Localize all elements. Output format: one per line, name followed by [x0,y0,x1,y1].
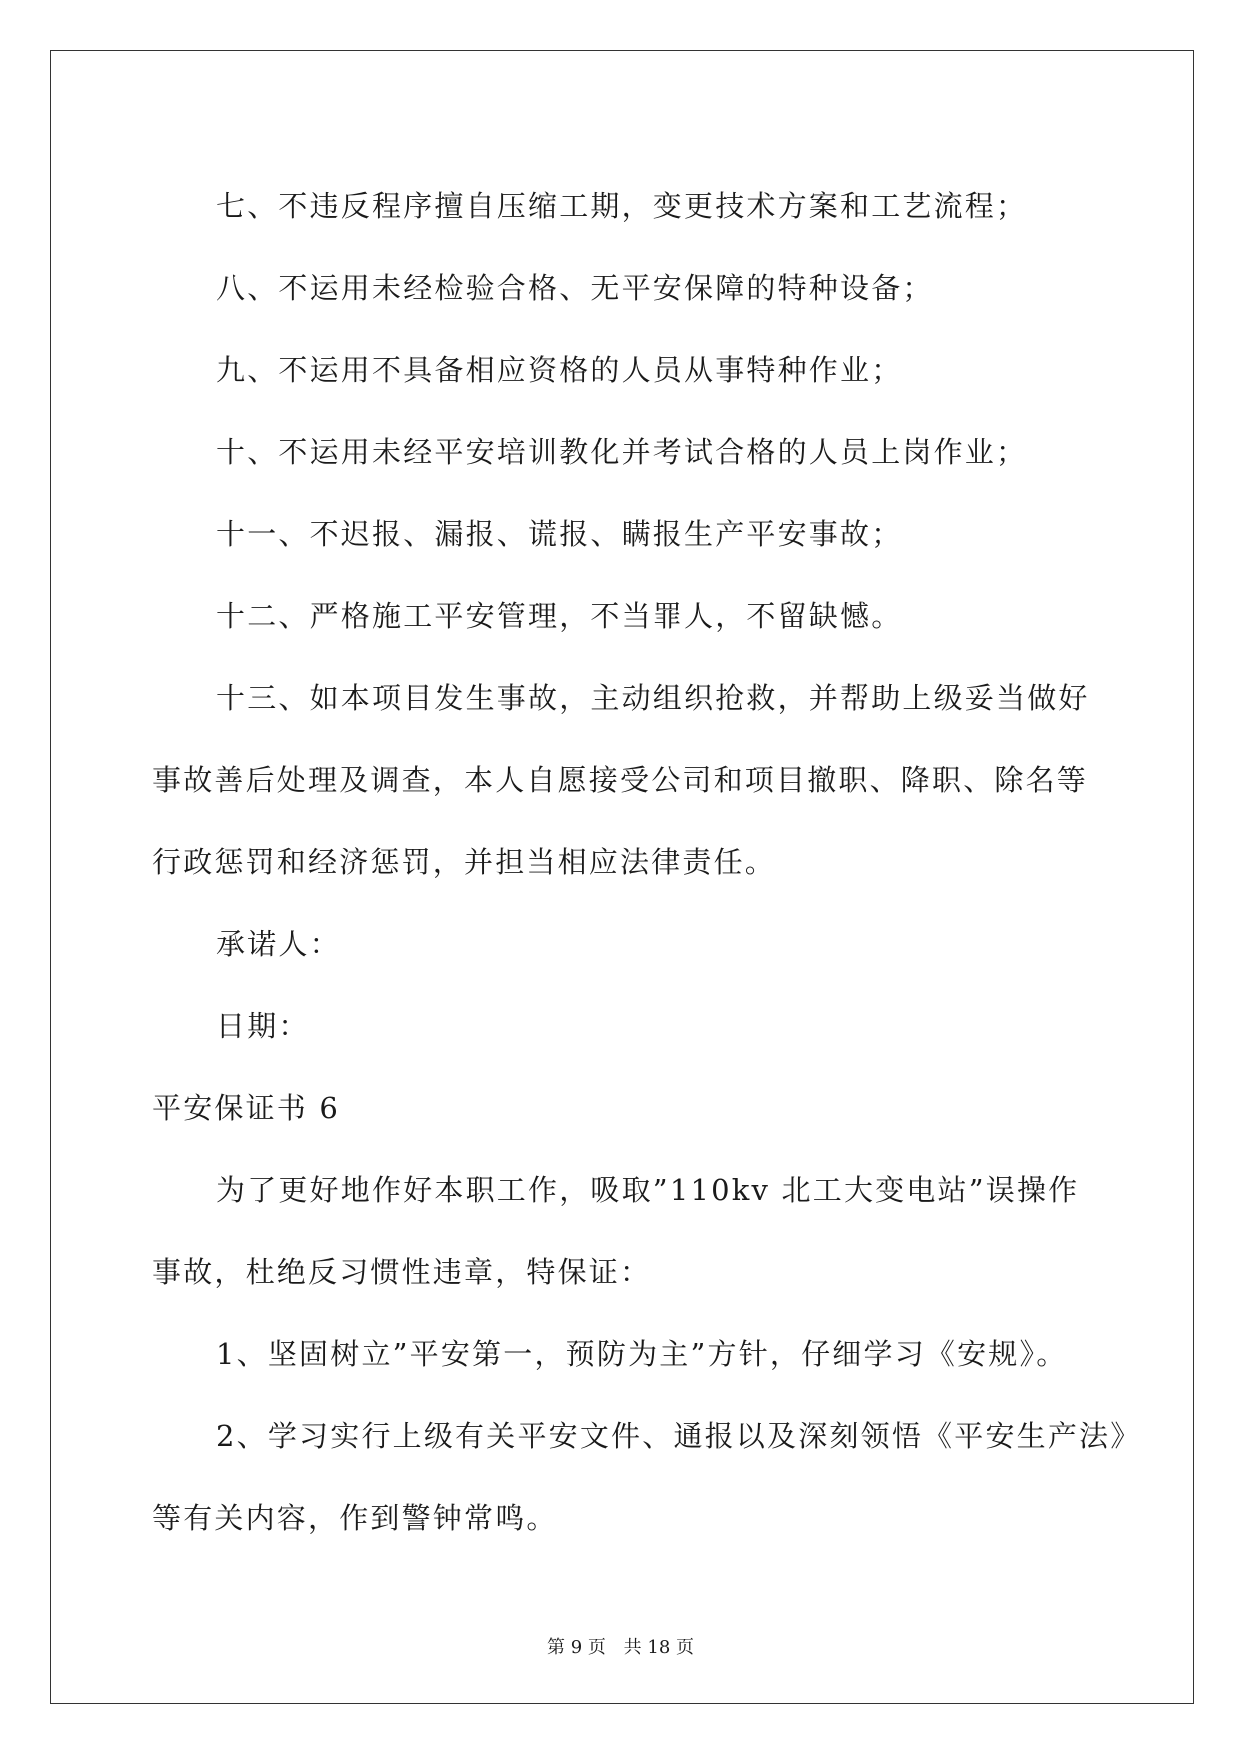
signatory-label: 承诺人： [216,927,341,961]
paragraph: 十、不运用未经平安培训教化并考试合格的人员上岗作业； [216,435,1028,469]
page-number: 第 9 页 [547,1637,606,1658]
paragraph: 事故善后处理及调查，本人自愿接受公司和项目撤职、降职、除名等 [152,763,1089,797]
paragraph: 七、不违反程序擅自压缩工期，变更技术方案和工艺流程； [216,189,1028,223]
paragraph: 十三、如本项目发生事故，主动组织抢救，并帮助上级妥当做好 [216,681,1090,715]
section-title: 平安保证书 6 [152,1091,341,1125]
date-label: 日期： [216,1009,310,1043]
paragraph: 为了更好地作好本职工作，吸取”110kv 北工大变电站”误操作 [216,1173,1080,1207]
paragraph: 行政惩罚和经济惩罚，并担当相应法律责任。 [152,845,777,879]
paragraph: 事故，杜绝反习惯性违章，特保证： [152,1255,652,1289]
paragraph: 等有关内容，作到警钟常鸣。 [152,1501,558,1535]
document-body [152,165,1142,1559]
total-pages: 共 18 页 [623,1637,694,1658]
paragraph: 八、不运用未经检验合格、无平安保障的特种设备； [216,271,934,305]
page-footer [0,1633,1241,1659]
list-item: 1、坚固树立”平安第一，预防为主”方针，仔细学习《安规》。 [216,1337,1068,1371]
paragraph: 九、不运用不具备相应资格的人员从事特种作业； [216,353,903,387]
list-item: 2、学习实行上级有关平安文件、通报以及深刻领悟《平安生产法》 [216,1419,1142,1453]
paragraph: 十二、严格施工平安管理，不当罪人，不留缺憾。 [216,599,903,633]
paragraph: 十一、不迟报、漏报、谎报、瞒报生产平安事故； [216,517,903,551]
